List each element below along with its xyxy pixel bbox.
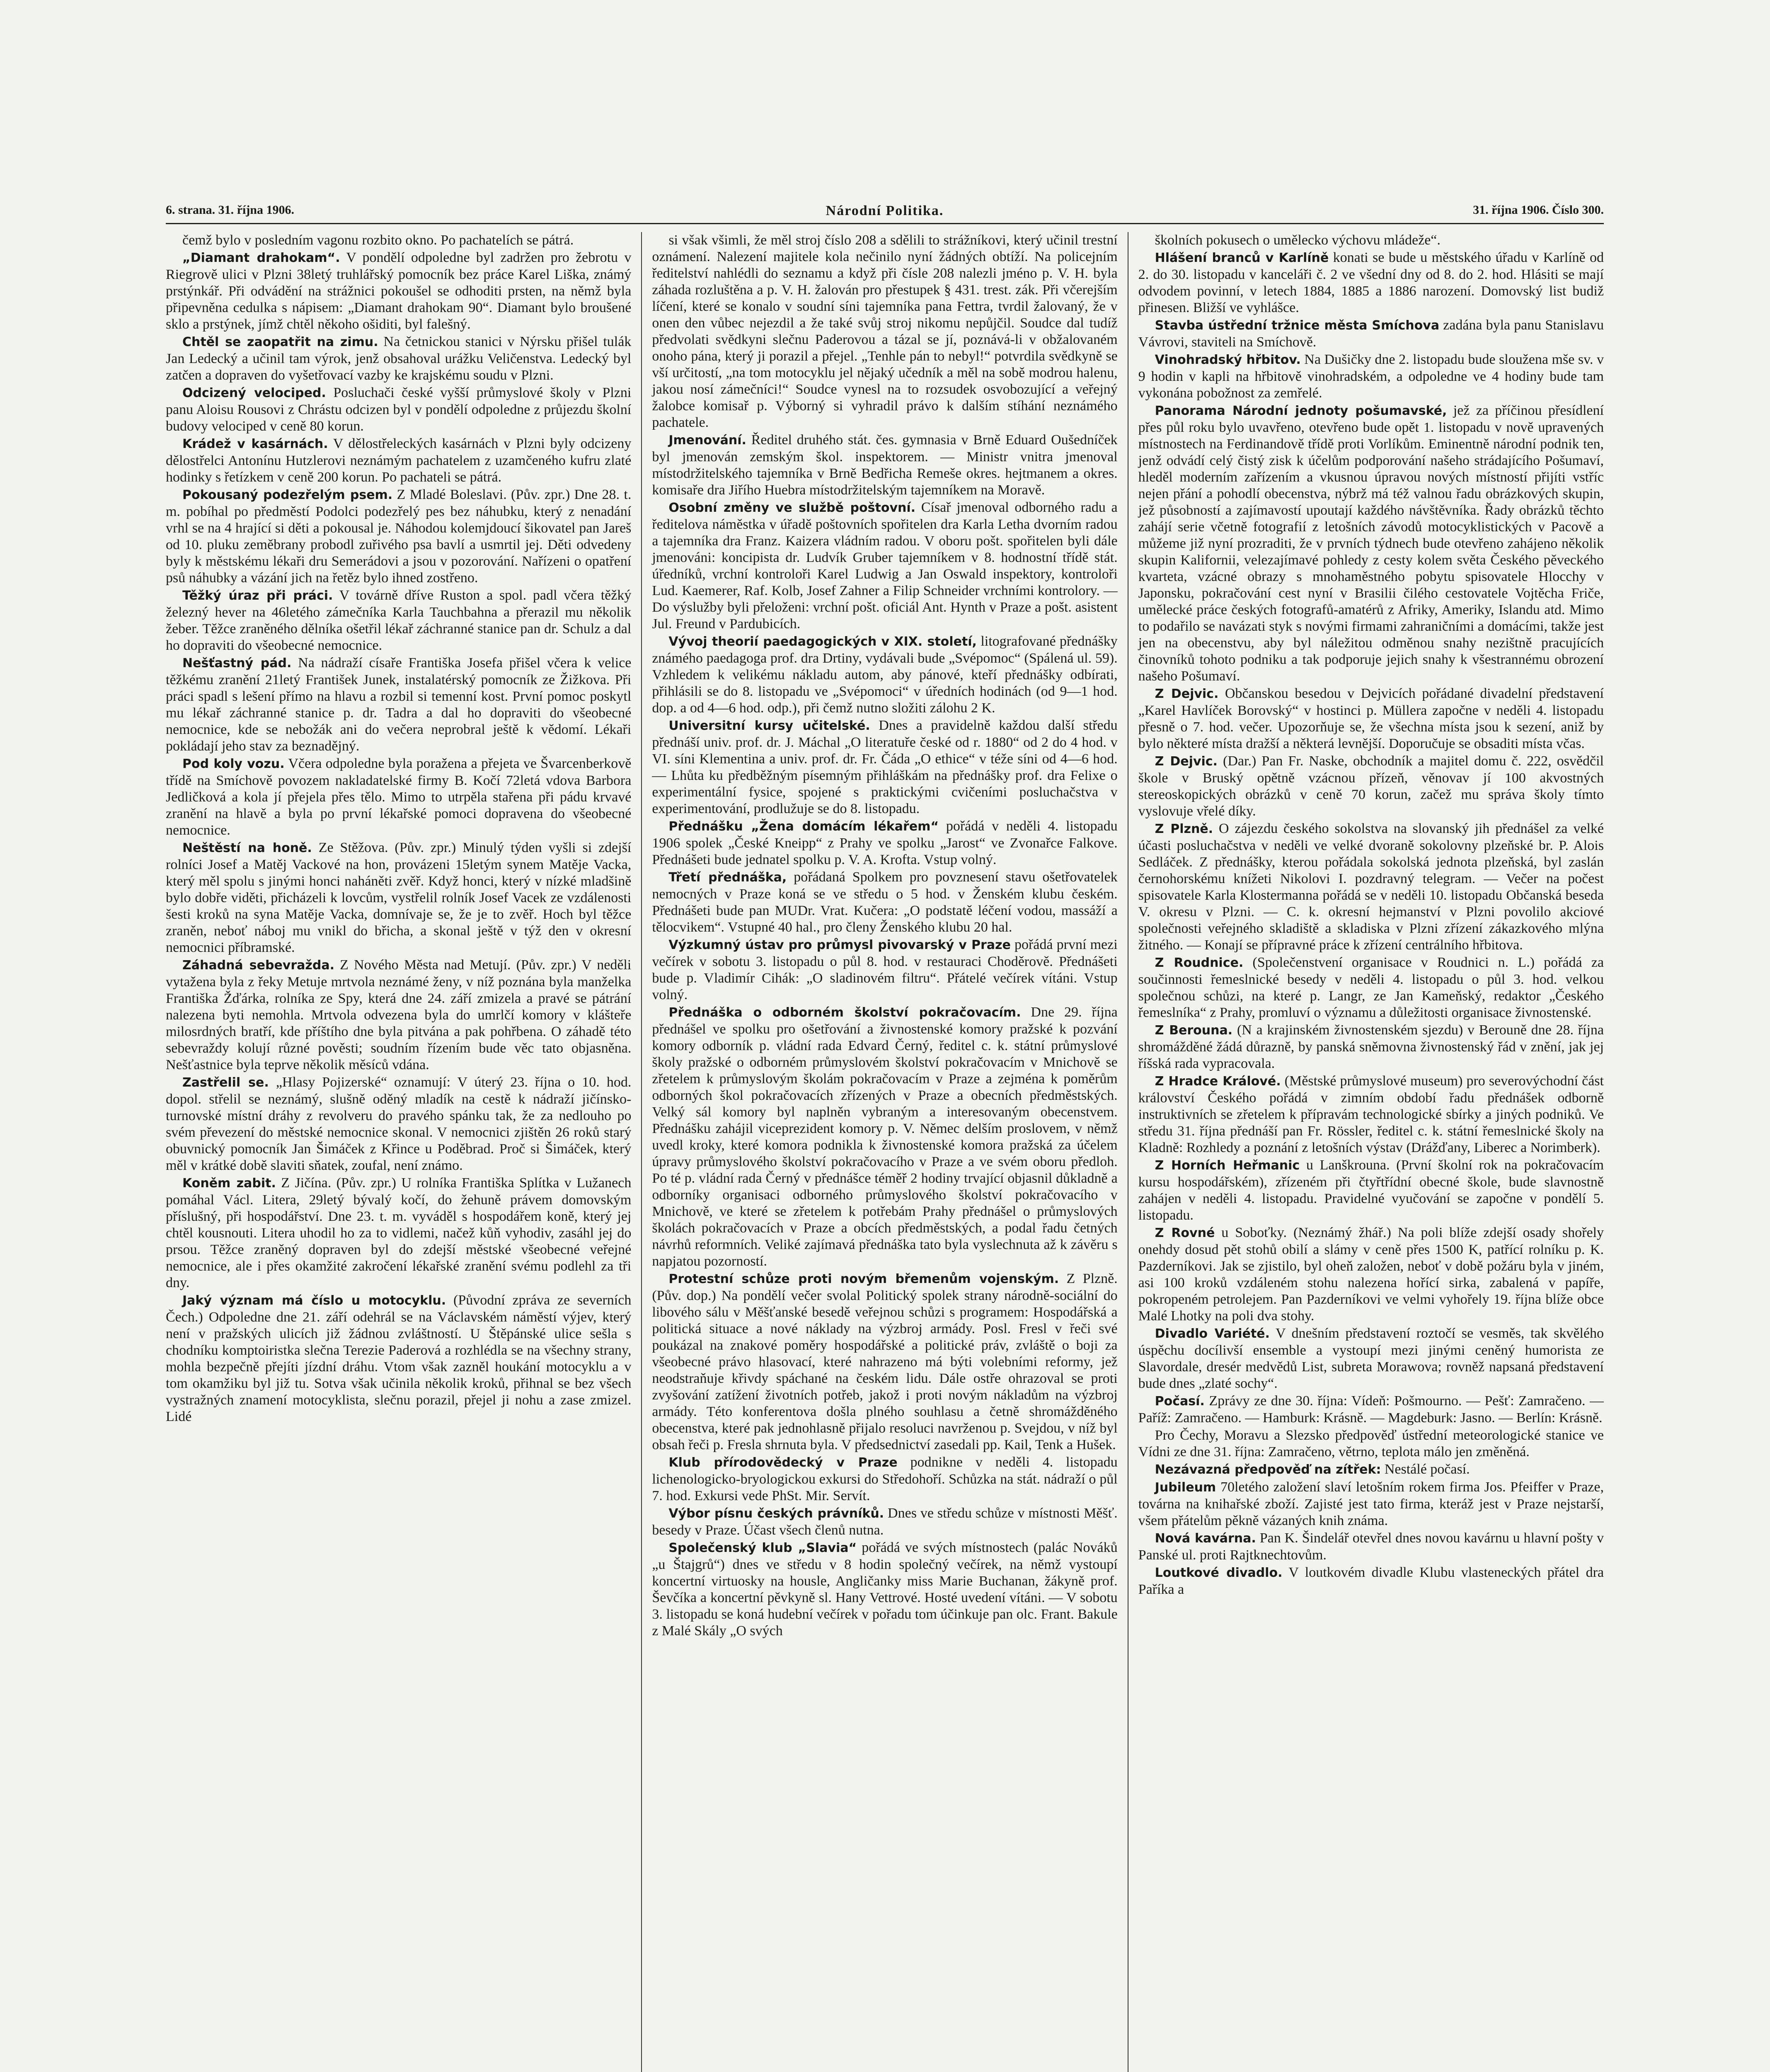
article [1138,1157,1604,1224]
article-headline: Z Dejvic. [1155,687,1219,701]
article-headline: Stavba ústřední tržnice města Smíchova [1155,318,1440,333]
article-body: V dnešním představení roztočí se vesměs, tak skvělého úspěchu docílivší ensemble a vystoupí mezi jinými ceněný humorista ze Slavordale, dresér medvědů List, subreta Morawova; rovněž napsaná představení bude dnes „zlaté sochy“. [1138,1326,1604,1391]
article-headline: Nezávazná předpověď na zítřek: [1155,1462,1381,1477]
article-body: Na nádraží císaře Františka Josefa přišel včera k velice těžkému zranění 21letý František Junek, instalatérský pomocník ze Žižkova. Při práci spadl s lešení přímo na hlavu a rozbil si temenní kost. První pomoc poskytl mu lékař záchranné stanice p. dr. Tadra a dal ho dopraviti do všeobecné nemocnice, kde se nebožák ani do večera neprobral ještě k vědomí. Lékaři pokládají jeho stav za beznadějný. [166,655,632,754]
article [1138,1073,1604,1156]
article [166,436,631,486]
article-body: V loutkovém divadle Klubu vlasteneckých přátel dra Paříka a [1138,1565,1604,1597]
article [1138,1393,1604,1426]
article [652,1271,1117,1453]
article [652,717,1117,817]
article-body: školních pokusech o umělecko výchovu mládeže“. [1155,232,1441,248]
article-body: Ze Stěžova. (Pův. zpr.) Minulý týden vyšli si zdejší rolníci Josef a Matěj Vackové na hon, provázeni 15letým synem Matěje Vacka, který měl spolu s jinými honci naháněti zvěř. Když honci, který v nízké mladšině bylo dobře viděti, přicházeli k lovcům, vystřelil rolník Josef Vacek ze vzdálenosti šesti kroků na syna Matěje Vacka, domnívaje se, že je to zvěř. Hoch byl těžce zraněn, neboť náboj mu vnikl do břicha, a skonal ještě v týž den v okresní nemocnici příbramské. [166,840,632,955]
article-body: podnikne v neděli 4. listopadu lichenologicko-bryologickou exkursi do Středohoří. Schůzka na stát. nádraží o půl 7. hod. Exkursi vede PhSt. Mir. Servít. [652,1455,1118,1503]
article [652,1004,1117,1270]
article [1138,685,1604,752]
article-body: (Původní zpráva ze severních Čech.) Odpoledne dne 21. září odehrál se na Václavském náměstí výjev, který není v pražských ulicích již žádnou zvláštností. U Štěpánské ulice sešla s chodníku komptoiristka slečna Terezie Paderová a rozhlédla se na všechny strany, mohla bezpečně přejíti jízdní dráhu. Vtom však zazněl houkání motocyklu a v tom okamžiku byl již tu. Sotva však učinila několik kroků, přihnal se bez všech vystražných znamení motocyklista, slečnu porazil, přejel ji nohu a zase zmizel. Lidé [166,1293,632,1424]
column-2 [641,232,1127,2072]
article-headline: „Diamant drahokam“. [182,251,340,265]
article-body: Dnes a pravidelně každou další středu přednáší univ. prof. dr. J. Máchal „O literatuře české od r. 1880“ od 2 do 4 hod. v VI. síni Klementina a univ. prof. dr. Fr. Čáda „O ethice“ v téže síni od 4—6 hod. — Lhůta ku předběžným písemným přihláškám na přednášky prof. dra Felixe o experimentální fysice, spojené s praktickými cvičeními posluchačstva v experimentování, prodlužuje se do 8. listopadu. [652,718,1118,816]
article-headline: Jaký význam má číslo u motocyklu. [182,1293,446,1308]
article-headline: Divadlo Variété. [1155,1326,1270,1341]
article-body: Zprávy ze dne 30. října: Vídeň: Pošmourno. — Pešť: Zamračeno. — Paříž: Zamračeno. — Hamburk: Krásně. — Magdeburk: Jasno. — Berlín: Krásně. [1138,1393,1604,1426]
article [652,232,1117,431]
article [1138,1461,1604,1478]
article-body: Posluchači české vyšší průmyslové školy v Plzni panu Aloisu Rousovi z Chrástu odcizen byl v pondělí odpoledne z průjezdu školní budovy velociped v ceně 80 korun. [166,385,632,434]
article-headline: Přednáška o odborném školství pokračovacím. [668,1005,1021,1020]
article-body: litografované přednášky známého paedagoga prof. dra Drtiny, vydávali bude „Svépomoc“ (Spálená ul. 59). Vzhledem k velikému nákladu autom, aby pánové, kteří přednášky odbírati, přihlásili se do 8. listopadu ve „Svépomoci“ v úředních hodinách (od 9—1 hod. dop. a od 4—6 hod. odp.), při čemž nutno složiti zálohu 2 K. [652,634,1118,716]
article-body: Z Nového Města nad Metují. (Pův. zpr.) V neděli vytažena byla z řeky Metuje mrtvola neznámé ženy, v níž poznána byla manželka Františka Žďárka, rolníka ze Spy, která dne 24. září zmizela a pravé se pátrání nalezena byti nemohla. Mrtvola odvezena byla do umrlčí komory v klášteře milosrdných bratří, kde příštího dne byla pitvána a pak pohřbena. O záhadě této sebevraždy kolují různé pověsti; soudním řízením bude věc tato objasněna. Nešťastnice byla teprve několik měsíců vdána. [166,957,632,1072]
article-body: Dne 29. října přednášel ve spolku pro ošetřování a živnostenské komory pražské k pozvání komory odborník p. vládní rada Edvard Černý, ředitel c. k. státní průmyslové školy pražské o odborném průmyslovém školství pokračovacím v Mnichově se zřetelem k průmyslovým školám pokračovacím v Praze a zejména k poměrům odborných škol pokračovacích zřízených v Praze a obecních předměstských. Velký sál komory byl naplněn vybraným a interesovaným obecenstvem. Přednášku zahájil viceprezident komory p. V. Němec delším proslovem, v němž uvedl kroky, které komora podnikla k živnostenské komora pražská za účelem úpravy průmyslového školství pokračovacího v Praze a ve svém oboru předloh. Po té p. vládní rada Černý v přednášce téměř 2 hodiny trvající objasnil důkladně a odborníky organisaci odborného průmyslového školství pokračovacího v Mnichově, ve které se zřetelem k potřebám Prahy přednášel o průmyslových školách pokračovacích v Praze a obcích předměstských, a podal řadu četných návrhů reformních. Veliké zajímavá přednáška tato byla vyslechnuta až k závěru s napjatou pozorností. [652,1005,1118,1269]
article [1138,1479,1604,1529]
article-body: u Lanškrouna. (První školní rok na pokračovacím kursu hospodářském), zřízeném při čtyřtřídní obecné škole, bude slavnostně zahájen v neděli 4. listopadu. Pravidelné vyučování se započne v pondělí 5. listopadu. [1138,1157,1604,1223]
article-headline: Pod koly vozu. [182,757,285,771]
article [1138,402,1604,685]
article-headline: Přednášku „Žena domácím lékařem“ [668,819,939,834]
article-body: pořádá první mezi večírek v sobotu 3. listopadu o půl 8. hod. v restauraci Choděrově. Přednášeti bude p. Vladimír Cihák: „O sladinovém filtru“. Přátelé večírek vítáni. Vstup volný. [652,937,1118,1002]
article-headline: Klub přírodovědecký v Praze [668,1455,898,1470]
article [1138,232,1604,249]
article-body: u Soboťky. (Neznámý žhář.) Na poli blíže zdejší osady shořely onehdy dosud pět stohů obilí a slámy v ceně přes 1500 K, patřící rolníku p. K. Pazderníkovi. Jak se zjistilo, byl oheň založen, neboť v době požáru byla v jiném, asi 100 kroků vzdáleném stohu nalezena hořící sirka, zabalená v papíře, pokropeném petrolejem. Pan Pazderníkovi ve velmi vyhořely 19. října blíže obce Malé Lhotky na poli dva stohy. [1138,1225,1604,1324]
article [1138,1022,1604,1072]
article [166,587,631,654]
article-headline: Nešťastný pád. [182,656,292,670]
article [166,1074,631,1174]
article [652,432,1117,499]
article-body: si však všimli, že měl stroj číslo 208 a sdělili to strážníkovi, který učinil trestní oznámení. Nalezení majitele kola nečinilo nyní žádných obtíží. Na policejním ředitelství nahlédli do seznamu a když při čísle 208 nalezli jméno p. V. H. byla záhada rozluštěna a p. V. H. žalován pro přestupek § 431. trest. zák. Při včerejším líčení, které se konalo v soudní síni tajemníka pana Fettra, tvrdil žalovaný, že v onen den vůbec nejezdil a že také svůj stroj nikomu nepůjčil. Soudce dal tudíž předvolati svědkyni slečnu Paderovou a tázal se jí, poznává-li v obžalovaném onoho pána, který ji porazil a přejel. „Tenhle pán to nebyl!“ potvrdila svědkyně se vší určitostí, „na tom motocyklu jel nějaký učedník a měl na sobě modrou halenu, jakou nosí zámečníci!“ Soudce vynesl na to rozsudek osvobozující a veřejný žalobce komisař p. Výborný si vyhradil právo k dalším stíhání neznámého pachatele. [652,232,1118,430]
article [166,1292,631,1425]
article [652,869,1117,936]
article-body: Císař jmenoval odborného radu a ředitelova náměstka v úřadě poštovních spořitelen dra Karla Letha dvorním radou a tajemníka dra Franz. Kaizera vládním radou. V oboru pošt. spořitelen byli dále jmenováni: koncipista dr. Ludvík Gruber tajemníkem v 8. hodnostní třídě stát. úředníků, vrchní kontroloři Karel Ludwig a Jan Oswald inspektory, kontroloři Lud. Kaemerer, Raf. Kolb, Josef Zahner a Filip Schneider vrchními kontrolory. — Do výslužby byli přeloženi: vrchní pošt. oficiál Ant. Hynth v Praze a pošt. asistent Jul. Freund v Pardubicích. [652,500,1118,632]
article-body: V pondělí odpoledne byl zadržen pro žebrotu v Riegrově ulici v Plzni 38letý truhlářský pomocník bez práce Karel Liška, známý prstýnkář. Při odvádění na strážnici pokoušel se odhoditi prsten, na němž byla připevněna cedulka s nápisem: „Diamant drahokam 90“. Diamant bylo broušené sklo a prstýnek, jímž chtěl někoho ošiditi, byl falešný. [166,250,632,332]
article-body: (Dar.) Pan Fr. Naske, obchodník a majitel domu č. 222, osvědčil škole v Bruský opětně vzácnou přízeň, věnovav jí 100 akvostných stereoskopických obrázků v ceně 70 korun, začež mu správa školy tímto vyslovuje vřelé díky. [1138,753,1604,819]
article-body: zadána byla panu Stanislavu Vávrovi, staviteli na Smíchově. [1138,317,1604,350]
article [652,1539,1117,1639]
article [1138,249,1604,316]
article-body: V továrně dříve Ruston a spol. padl včera těžký železný hever na 46letého zámečníka Karla Tauchbahna a přerazil mu několik žeber. Těžce zraněného dělníka ošetřil lékař záchranné stanice pan dr. Schulz a dal ho dopraviti do všeobecné nemocnice. [166,588,632,653]
article-headline: Jubileum [1155,1480,1216,1495]
article-headline: Z Horních Heřmanic [1155,1158,1300,1173]
article-headline: Odcizený velociped. [182,386,326,400]
article-body: V dělostřeleckých kasárnách v Plzni byly odcizeny dělostřelci Antonínu Hutzlerovi neznámým pachatelem z uzamčeného kufru zlaté hodinky s řetízkem v ceně 200 korun. Po pachateli se pátrá. [166,436,632,485]
page-header [166,199,1604,228]
article [652,937,1117,1003]
article [1138,753,1604,820]
article-body: Ředitel druhého stát. čes. gymnasia v Brně Eduard Oušedníček byl jmenován zemským škol. inspektorem. — Ministr vnitra jmenoval místodržitelského tajemníka v Brně Bedřicha Remeše okres. hejtmanem a okres. komisaře dra Jiřího Huebra místodržitelským tajemníkem na Moravě. [652,432,1118,498]
article-body: jež za příčinou přesídlení přes půl roku bylo uvavřeno, otevřeno bude opět 1. listopadu v nově upravených místnostech na Ferdinandově třídě proti Vorlíkům. Eminentně národní podnik ten, jenž odvádí celý čistý zisk k účelům podporování našeho strádajícího Pošumaví, hleděl moderním zařízením a vkusnou úpravou nových místností přijíti vstříc nejen přání a pohodlí obecenstva, nýbrž má též valnou řadu obrázkových skupin, jež působností a zajímavostí upoutají každého návštěvníka. Řady obrázků těchto zahájí serie včetně fotografií z letošních závodů motocyklistických v Pacově a můžeme již nyní prozraditi, že v prvních týdnech bude otevřeno zahájeno několik skupin Kalifornii, velezajímavé pohledy z cesty kolem světa Českého pěveckého kvarteta, vzácné obrazy s mnohaměstného pobytu spisovatele Hlocchy v Japonsku, pokračování cest nyní v Brasilii čilého cestovatele Vojtěcha Friče, umělecké práce českých fotografů-amatérů z Afriky, Ameriky, Islandu atd. Mimo to podařilo se navázati styk s novými firmami zahraničními a domácími, takže jest jen na obecenstvu, aby byl náležitou odměnou snahy nezištně pracujících činovníků tohoto podniku a tak podporuje jejich snahy k všestrannému obrození našeho Pošumaví. [1138,403,1604,684]
article [1138,821,1604,954]
article-headline: Třetí přednáška, [668,870,787,885]
article-body: (Společenstvení organisace v Roudnici n. L.) pořádá za součinnosti řemeslnické besedy v neděli 4. listopadu o půl 3. hod. velkou společnou schůzi, na které p. Langr, ze Jan Kameňský, redaktor „Českého řemeslníka“ z Prahy, promluví o významu a důležitosti organisace živnostenské. [1138,955,1604,1020]
article [1138,1325,1604,1392]
article-headline: Koněm zabit. [182,1176,276,1191]
article [652,1505,1117,1539]
article [652,1454,1117,1504]
header-right: 31. října 1906. Číslo 300. [1473,203,1604,217]
header-left: 6. strana. 31. října 1906. [166,203,294,217]
article-body: Nestálé počasí. [1384,1462,1470,1477]
article-body: pořádaná Spolkem pro povznesení stavu ošetřovatelek nemocných v Praze koná se ve středu o 5 hod. v Ženském klubu českém. Přednášeti bude pan MUDr. Vrat. Kučera: „O podstatě léčení vodou, massáží a tělocvikem“. Vstupné 40 hal., pro členy Ženského klubu 20 hal. [652,869,1118,935]
article [1138,1530,1604,1564]
article [652,633,1117,716]
article-body: 70letého založení slaví letošním rokem firma Jos. Pfeiffer v Praze, továrna na knihařské zboží. Zajisté jest tato firma, kteráž jest v Praze nejstarší, všem přátelům pěkně vázaných knih známa. [1138,1479,1604,1528]
article-headline: Z Rovné [1155,1226,1215,1240]
article-headline: Společenský klub „Slavia“ [668,1541,857,1555]
article-body: Na Dušičky dne 2. listopadu bude sloužena mše sv. v 9 hodin v kapli na hřbitově vinohradském, a odpoledne ve 4 hodiny bude tam vykonána pobožnost za zemřelé. [1138,352,1604,401]
column-1 [166,232,641,2072]
article-headline: Záhadná sebevražda. [182,958,334,973]
article [166,249,631,333]
article-body: Včera odpoledne byla poražena a přejeta ve Švarcenberkově třídě na Smíchově povozem nakladatelské firmy B. Kočí 72letá vdova Barbora Jedličková a kola jí přejela přes tělo. Mimo to utrpěla stařena při pádu krvavé zranění na hlavě a byla po první lékařské pomoci dopravena do všeobecné nemocnice. [166,756,632,838]
article-body: konati se bude u městského úřadu v Karlíně od 2. do 30. listopadu v kanceláři č. 2 ve všední dny od 8. do 2. hod. Hlásiti se mají odvodem povinní, v letech 1884, 1885 a 1886 narození. Domovský list budiž přinesen. Bližší ve vyhlášce. [1138,250,1604,315]
article [1138,1427,1604,1460]
article-headline: Počasí. [1155,1394,1205,1409]
article-headline: Vývoj theorií paedagogických v XIX. století, [668,634,977,649]
article-body: Pro Čechy, Moravu a Slezsko předpověď ústřední meteorologické stanice ve Vídni ze dne 31. října: Zamračeno, větrno, teplota málo jen změněná. [1138,1428,1604,1460]
article-headline: Loutkové divadlo. [1155,1566,1283,1580]
article-headline: Z Plzně. [1155,822,1213,836]
article-headline: Výbor písnu českých právníků. [668,1506,884,1521]
article [652,499,1117,632]
header-rule [166,223,1604,224]
article-body: Z Plzně. (Pův. dop.) Na pondělí večer svolal Politický spolek strany národně-sociální do libového sálu v Měšťanské besedě veřejnou schůzi s programem: Hospodářská a politická situace a nové náklady na výzbroj armády. Posl. Fresl v řeči své poukázal na znakové poměry hospodářské a politické práv, zvláště o boji za všeobecné právo hlasovací, které nahrazeno má býti volebními reformy, jež neodstraňuje křivdy spáchané na českém lidu. Dále ostře ohrazoval se proti zvyšování zatížení životních potřeb, jakož i proti novým nákladům na výzbroj armády. Této konferentova došla plného souhlasu a četně shromážděného obecenstva, které pak jednohlasně přijalo resoluci navrženou p. Svejdou, v níž byl obsah řeči p. Fresla shrnuta byla. V předsednictví zasedali pp. Kail, Tenk a Hušek. [652,1271,1118,1452]
article-body: Na četnickou stanici v Nýrsku přišel tulák Jan Ledecký a učinil tam výrok, jenž obsahoval urážku Veličenstva. Ledecký byl zatčen a dopraven do vyšetřovací vazby ke krajskému soudu v Plzni. [166,334,632,383]
article-headline: Neštěstí na honě. [182,841,312,855]
article [166,655,631,755]
article-body: Dnes ve středu schůze v místnosti Měšť. besedy v Praze. Účast všech členů nutna. [652,1506,1118,1538]
article-headline: Protestní schůze proti novým břemenům vojenským. [668,1272,1059,1286]
article [166,334,631,384]
article-headline: Z Berouna. [1155,1023,1233,1038]
article-headline: Krádež v kasárnách. [182,437,328,451]
article-headline: Osobní změny ve službě poštovní. [668,501,916,515]
article-headline: Výzkumný ústav pro průmysl pivovarský v Praze [668,938,1011,952]
article [166,232,631,249]
article-body: Z Mladé Boleslavi. (Pův. zpr.) Dne 28. t. m. pobíhal po předměstí Podolci podezřelý pes bez náhubku, který z nenadání vrhl se na 4 hrající si děti a pokousal je. Náhodou kolemjdoucí šikovatel pan Jareš od 10. pluku zeměbrany probodl zuřivého psa bavlí a usmrtil jej. Děti odvedeny byly k městskému lékaři dru Semerádovi a jsou v pozorování. Nařízeni o opatření psů náhubky a vázání jich na řetěz bylo ihned zostřeno. [166,487,632,586]
article [166,755,631,839]
article [1138,317,1604,351]
article-body: (N a krajinském živnostenském sjezdu) v Berouně dne 28. října shromážděné žádá důrazně, by panská sněmovna živnostenský řád v znění, jak jej říšská rada vypracovala. [1138,1022,1604,1071]
article-headline: Jmenování. [668,433,746,448]
article-body: „Hlasy Pojizerské“ oznamují: V úterý 23. října o 10. hod. dopol. střelil se neznámý, slušně oděný mladík na cestě k nádraží jičínsko-turnovské místní dráhy z revolveru do pravého spánku tak, že za nedlouho po svém převezení do městské nemocnice skonal. V nemocnici zjištěn 26 roků starý obuvnický pomocník Jan Šimáček z Křince u Poděbrad. Proč si Šimáček, který měl v krátké době slaviti sňatek, zoufal, není známo. [166,1075,632,1173]
article-headline: Těžký úraz při práci. [182,588,333,603]
newspaper-page [166,199,1604,2072]
article-body: Z Jičína. (Pův. zpr.) U rolníka Františka Splítka v Lužanech pomáhal Václ. Litera, 29letý bývalý kočí, do žehuně právem domovským příslušný, při hospodářství. Dne 23. t. m. vyváděl s hospodářem koně, který jej chtěl kousnouti. Litera uhodil ho za to vidlemi, načež kůň vyhodiv, zasáhl jej do prsou. Těžce zraněný dopraven byl do zdejší městské všeobecné veřejné nemocnice, ale i přes okamžité zakročení lékařské zranění svému podlehl za tři dny. [166,1175,632,1290]
article-headline: Panorama Národní jednoty pošumavské, [1155,404,1447,418]
article-body: čemž bylo v posledním vagonu rozbito okno. Po pachatelích se pátrá. [182,232,574,248]
article [1138,954,1604,1021]
article-headline: Universitní kursy učitelské. [668,719,870,733]
article [166,957,631,1073]
article-headline: Hlášení branců v Karlíně [1155,251,1329,265]
article [1138,1225,1604,1324]
article-headline: Z Hradce Králové. [1155,1074,1281,1089]
article-body: Pan K. Šindelář otevřel dnes novou kavárnu u hlavní pošty v Panské ul. proti Rajtknechtovům. [1138,1530,1604,1563]
article [1138,1564,1604,1598]
article [1138,351,1604,402]
article-body: pořádá v neděli 4. listopadu 1906 spolek „České Kneipp“ z Prahy ve spolku „Jarost“ ve Zvonařce Falkove. Přednášeti bude jednatel spolku p. V. A. Krofta. Vstup volný. [652,818,1118,867]
article [166,840,631,956]
article-headline: Z Dejvic. [1155,754,1218,769]
column-3 [1128,232,1604,2072]
article [166,487,631,586]
masthead-title: Národní Politika. [826,203,944,218]
article-headline: Vinohradský hřbitov. [1155,353,1301,367]
article-headline: Pokousaný podezřelým psem. [182,488,393,502]
article-headline: Nová kavárna. [1155,1531,1256,1546]
article-headline: Zastřelil se. [182,1075,269,1090]
article-headline: Z Roudnice. [1155,956,1244,970]
article-body: pořádá ve svých místnostech (palác Nováků „u Štajgrů“) dnes ve středu v 8 hodin společný večírek, na němž vystoupí koncertní virtuosky na housle, Angličanky miss Marie Buchanan, žákyně prof. Ševčíka a koncertní pěvkyně sl. Hany Vettrové. Hosté uvedení vítáni. — V sobotu 3. listopadu se koná hudební večírek v pořadu tom účinkuje pan olc. Frant. Bakule z Malé Skály „O svých [652,1540,1118,1639]
article-body: (Městské průmyslové museum) pro severovýchodní část království Českého pořádá v zimním období řadu přednášek odborně instruktivních se zřetelem k přípravám technologické sbírky a jiných podniků. Ve středu 31. října přednáší pan Fr. Rössler, ředitel c. k. státní řemeslnické školy na Kladně: Rozhledy a poznání z letošních výstav (Drážďany, Liberec a Norimberk). [1138,1073,1604,1155]
article-body: O zájezdu českého sokolstva na slovanský jih přednášel za velké účasti posluchačstva v neděli ve velké dvoraně sokolovny plzeňské br. P. Alois Sedláček. Z přednášky, kterou pořádala sokolská jednota plzeňská, byl zaslán černohorskému knížeti Nikolovi I. pozdravný telegram. — Večer na počest spisovatele Karla Klostermanna pořádá se v neděli 10. listopadu Občanská beseda V. okresu v Plzni. — C. k. okresní hejmanství v Plzni povolilo akciové společnosti veřejného skladiště a skladiska v Plzni zřízení zákazkového mlýna žitného. — Konají se přípravné práce k zřízení centrálního hřbitova. [1138,821,1604,953]
article-body: Občanskou besedou v Dejvicích pořádané divadelní představení „Karel Havlíček Borovský“ v hostinci p. Müllera započne v neděli 4. listopadu přesně o 7. hod. večer. Upozorňuje se, že všechna místa jsou k sezení, aniž by bylo některé místa dražší a některá levnější. Doporučuje se obsaditi místa včas. [1138,686,1604,751]
columns [166,232,1604,2072]
article [652,818,1117,868]
article [166,385,631,435]
article-headline: Chtěl se zaopatřit na zimu. [182,335,378,349]
article [166,1175,631,1291]
